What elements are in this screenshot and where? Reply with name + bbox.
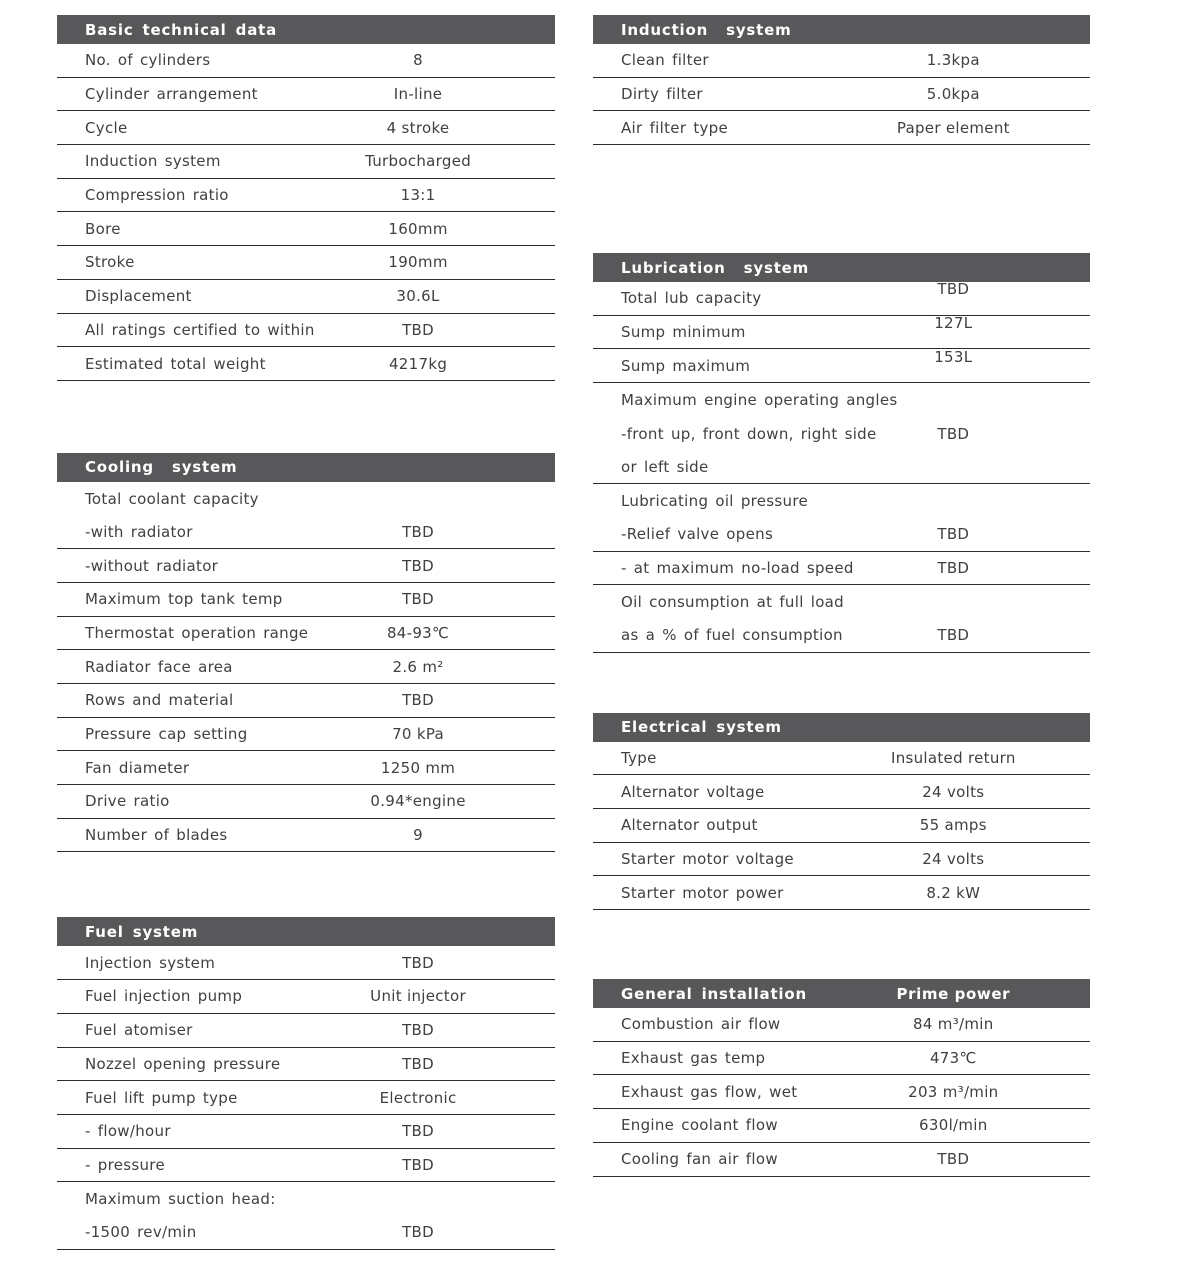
row-label: Cycle xyxy=(85,118,128,137)
table-header xyxy=(57,15,555,44)
table-row xyxy=(593,843,1090,877)
row-label: -with radiator xyxy=(85,522,193,541)
table-row xyxy=(57,1081,555,1115)
row-label: Oil consumption at full load xyxy=(621,593,844,612)
row-value: 473℃ xyxy=(929,1049,977,1068)
row-label: - pressure xyxy=(85,1155,165,1174)
row-value: TBD xyxy=(937,424,970,443)
row-label: Type xyxy=(621,748,657,767)
table-row xyxy=(593,1008,1090,1042)
row-value: 8 xyxy=(413,51,423,70)
table-row xyxy=(57,44,555,78)
row-label: Thermostat operation range xyxy=(85,623,309,642)
row-label: Cylinder arrangement xyxy=(85,85,258,104)
row-label: Exhaust gas flow, wet xyxy=(621,1082,798,1101)
table-row xyxy=(57,785,555,819)
table-row xyxy=(57,1216,555,1250)
row-label: Radiator face area xyxy=(85,657,233,676)
row-value: 24 volts xyxy=(922,850,985,869)
table-row xyxy=(57,1014,555,1048)
row-label: Sump maximum xyxy=(621,356,751,375)
row-value: 630l/min xyxy=(919,1116,988,1135)
row-label: -front up, front down, right side xyxy=(621,424,877,443)
row-value: In-line xyxy=(393,85,443,104)
table-row xyxy=(57,280,555,314)
row-label: Starter motor power xyxy=(621,883,784,902)
table-row xyxy=(57,111,555,145)
row-label: Number of blades xyxy=(85,826,228,845)
induction-system-table xyxy=(593,15,1090,145)
table-row xyxy=(57,549,555,583)
table-row xyxy=(57,212,555,246)
table-row xyxy=(593,349,1090,383)
row-value: 4 stroke xyxy=(386,118,450,137)
row-value: Electronic xyxy=(379,1088,457,1107)
row-value: TBD xyxy=(402,320,434,339)
row-value: TBD xyxy=(402,1054,434,1073)
table-row xyxy=(57,1048,555,1082)
row-label: Combustion air flow xyxy=(621,1015,781,1034)
row-value: TBD xyxy=(402,1021,434,1040)
row-label: as a % of fuel consumption xyxy=(621,626,843,645)
row-label: Nozzel opening pressure xyxy=(85,1054,281,1073)
row-label: Estimated total weight xyxy=(85,354,266,373)
table-row xyxy=(57,819,555,853)
table-row xyxy=(57,1182,555,1216)
table-row xyxy=(593,316,1090,350)
row-value: 30.6L xyxy=(396,287,440,306)
row-label: Injection system xyxy=(85,953,216,972)
row-label: Lubricating oil pressure xyxy=(621,492,809,511)
row-value: 127L xyxy=(934,314,973,333)
row-value: 4217kg xyxy=(388,354,448,373)
table-row xyxy=(57,1149,555,1183)
row-label: Total lub capacity xyxy=(621,289,762,308)
row-label: All ratings certified to within xyxy=(85,320,315,339)
right-column xyxy=(593,0,1090,1177)
table-row xyxy=(593,383,1090,417)
table-row xyxy=(57,1115,555,1149)
row-value: 24 volts xyxy=(922,782,985,801)
row-value: TBD xyxy=(937,626,970,645)
row-label: Compression ratio xyxy=(85,186,229,205)
table-row xyxy=(57,314,555,348)
table-row xyxy=(593,451,1090,485)
table-row xyxy=(57,583,555,617)
table-title: Electrical system xyxy=(621,718,782,737)
table-row xyxy=(593,111,1090,145)
table-row xyxy=(593,552,1090,586)
table-row xyxy=(57,650,555,684)
row-label: Alternator voltage xyxy=(621,782,765,801)
table-header xyxy=(593,253,1090,282)
row-label: Fuel injection pump xyxy=(85,987,243,1006)
row-value: TBD xyxy=(402,1223,434,1242)
row-label: Air filter type xyxy=(621,118,729,137)
row-label: Dirty filter xyxy=(621,85,703,104)
row-label: or left side xyxy=(621,457,709,476)
row-value: Unit injector xyxy=(370,987,466,1006)
table-row xyxy=(593,1109,1090,1143)
row-label: Sump minimum xyxy=(621,323,746,342)
row-value: TBD xyxy=(937,280,970,299)
general-installation-table xyxy=(593,979,1090,1176)
row-value: 2.6 m² xyxy=(392,657,444,676)
table-row xyxy=(593,809,1090,843)
row-label: Maximum top tank temp xyxy=(85,590,283,609)
table-title: Fuel system xyxy=(85,922,199,941)
table-row xyxy=(593,619,1090,653)
row-label: Pressure cap setting xyxy=(85,725,248,744)
table-row xyxy=(593,78,1090,112)
row-label: Alternator output xyxy=(621,816,758,835)
lubrication-system-table xyxy=(593,253,1090,653)
row-label: - flow/hour xyxy=(85,1122,171,1141)
row-label: Clean filter xyxy=(621,51,709,70)
table-row xyxy=(593,484,1090,518)
table-row xyxy=(593,417,1090,451)
row-label: -without radiator xyxy=(85,556,219,575)
table-row xyxy=(57,179,555,213)
table-row xyxy=(593,518,1090,552)
table-header xyxy=(57,453,555,482)
row-value: Paper element xyxy=(896,118,1010,137)
row-value: 153L xyxy=(934,347,973,366)
electrical-system-table xyxy=(593,713,1090,910)
table-row xyxy=(57,347,555,381)
row-label: Bore xyxy=(85,219,121,238)
row-label: Fuel atomiser xyxy=(85,1021,193,1040)
row-value: TBD xyxy=(402,1155,434,1174)
row-label: Displacement xyxy=(85,287,192,306)
table-row xyxy=(57,751,555,785)
left-column xyxy=(57,0,555,1250)
row-value: TBD xyxy=(402,522,434,541)
table-row xyxy=(57,145,555,179)
row-label: Cooling fan air flow xyxy=(621,1150,778,1169)
row-value: 8.2 kW xyxy=(926,883,981,902)
row-label: - at maximum no-load speed xyxy=(621,558,854,577)
table-row xyxy=(57,617,555,651)
table-header xyxy=(593,979,1090,1008)
row-value: TBD xyxy=(402,953,434,972)
row-value: 190mm xyxy=(388,253,448,272)
table-row xyxy=(57,684,555,718)
table-row xyxy=(57,246,555,280)
row-label: Fuel lift pump type xyxy=(85,1088,238,1107)
table-row xyxy=(593,282,1090,316)
row-label: Total coolant capacity xyxy=(85,489,259,508)
row-value: 70 kPa xyxy=(392,725,444,744)
table-title-right: Prime power xyxy=(896,984,1011,1003)
table-row xyxy=(57,980,555,1014)
row-value: TBD xyxy=(402,1122,434,1141)
basic-technical-data-table xyxy=(57,15,555,381)
table-title: General installation xyxy=(621,984,807,1003)
row-value: Insulated return xyxy=(890,748,1016,767)
row-value: 0.94*engine xyxy=(370,792,466,811)
row-value: 84 m³/min xyxy=(913,1015,994,1034)
row-value: 9 xyxy=(413,826,423,845)
row-value: 1.3kpa xyxy=(926,51,980,70)
table-row xyxy=(57,482,555,516)
table-row xyxy=(593,1143,1090,1177)
table-header xyxy=(593,15,1090,44)
row-value: 5.0kpa xyxy=(926,85,980,104)
row-label: Maximum engine operating angles xyxy=(621,390,898,409)
table-title: Induction system xyxy=(621,20,792,39)
table-row xyxy=(593,775,1090,809)
cooling-system-table xyxy=(57,453,555,853)
table-row xyxy=(593,44,1090,78)
table-header xyxy=(593,713,1090,742)
row-label: Exhaust gas temp xyxy=(621,1049,766,1068)
table-row xyxy=(593,876,1090,910)
table-row xyxy=(593,1042,1090,1076)
table-row xyxy=(57,946,555,980)
row-value: TBD xyxy=(402,556,434,575)
table-row xyxy=(57,78,555,112)
row-value: TBD xyxy=(402,691,434,710)
table-title: Basic technical data xyxy=(85,20,278,39)
table-title: Lubrication system xyxy=(621,258,810,277)
table-row xyxy=(593,742,1090,776)
fuel-system-table xyxy=(57,917,555,1249)
row-value: 1250 mm xyxy=(380,758,456,777)
table-title: Cooling system xyxy=(85,458,238,477)
row-label: Rows and material xyxy=(85,691,234,710)
row-value: TBD xyxy=(937,525,970,544)
row-value: 84-93℃ xyxy=(386,623,450,642)
row-value: 13:1 xyxy=(400,186,436,205)
row-value: 55 amps xyxy=(919,816,987,835)
row-label: -Relief valve opens xyxy=(621,525,774,544)
row-label: Maximum suction head: xyxy=(85,1190,276,1209)
row-label: Starter motor voltage xyxy=(621,850,794,869)
table-row xyxy=(593,585,1090,619)
table-header xyxy=(57,917,555,946)
row-value: TBD xyxy=(402,590,434,609)
row-label: Stroke xyxy=(85,253,135,272)
table-row xyxy=(57,718,555,752)
row-label: Drive ratio xyxy=(85,792,170,811)
row-value: TBD xyxy=(937,558,970,577)
row-value: 160mm xyxy=(388,219,448,238)
row-label: -1500 rev/min xyxy=(85,1223,197,1242)
row-label: Fan diameter xyxy=(85,758,190,777)
row-value: 203 m³/min xyxy=(908,1082,999,1101)
row-label: No. of cylinders xyxy=(85,51,211,70)
row-value: TBD xyxy=(937,1150,970,1169)
table-row xyxy=(593,1075,1090,1109)
table-row xyxy=(57,516,555,550)
row-label: Engine coolant flow xyxy=(621,1116,778,1135)
row-value: Turbocharged xyxy=(365,152,472,171)
row-label: Induction system xyxy=(85,152,221,171)
